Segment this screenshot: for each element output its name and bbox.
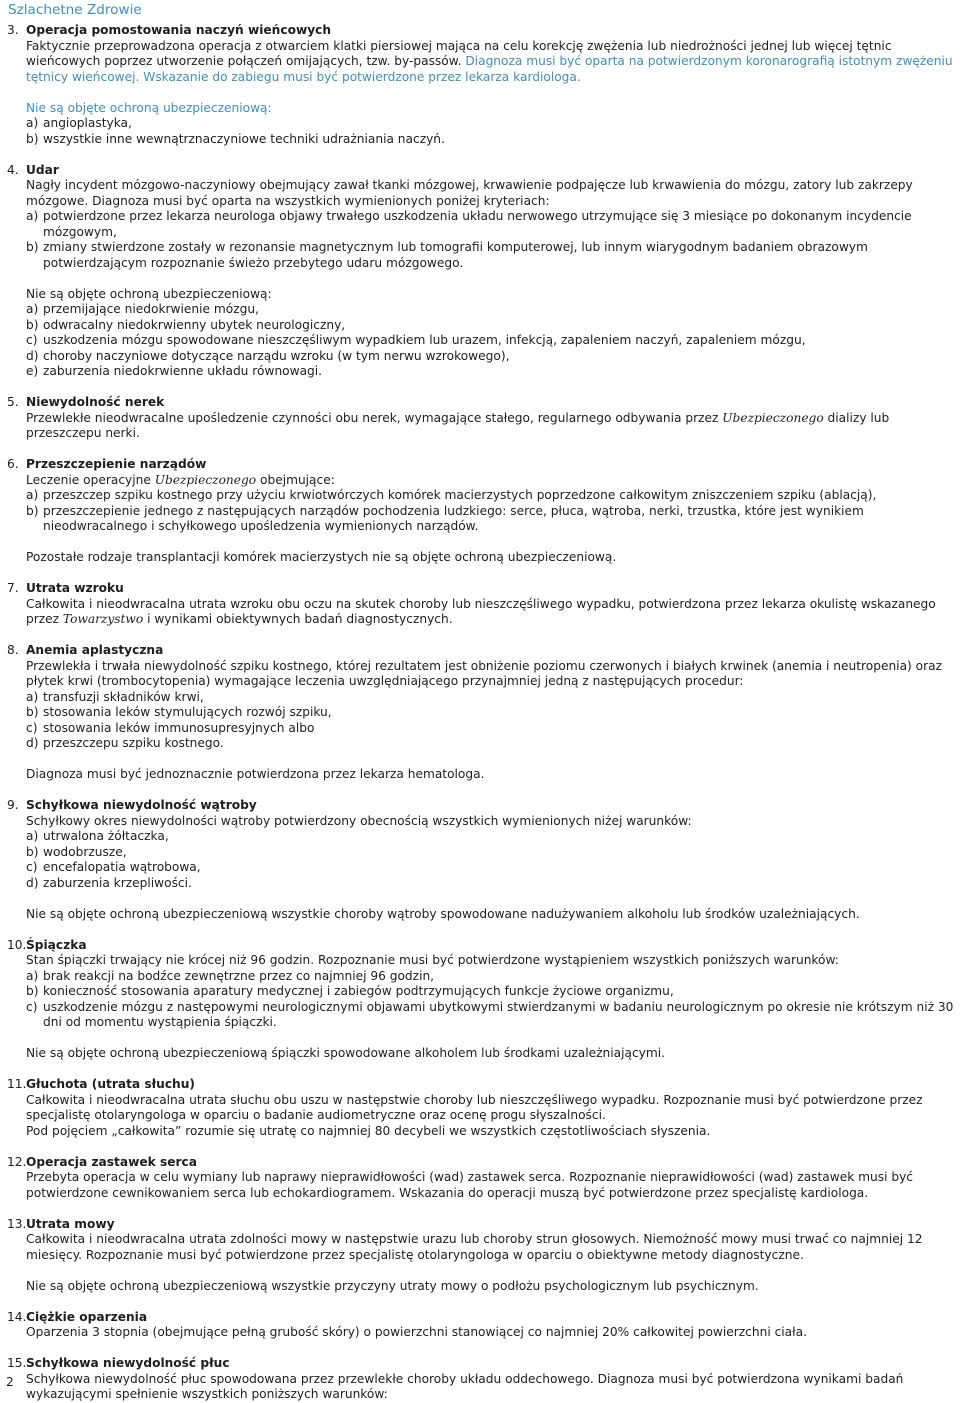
section-title: Schyłkowa niewydolność wątroby bbox=[26, 798, 257, 812]
list-label: a) bbox=[26, 302, 39, 316]
list-label: e) bbox=[26, 364, 39, 378]
list-text: stosowania leków immunosupresyjnych albo bbox=[43, 720, 315, 735]
section-title: Ciężkie oparzenia bbox=[26, 1309, 148, 1324]
section-paragraph: Schyłkowy okres niewydolności wątroby potwierdzony obecnością wszystkich wymienionych niżej warunków: bbox=[26, 813, 692, 828]
section-paragraph: Nie są objęte ochroną ubezpieczeniową śpiączki spowodowane alkoholem lub środkami uzależniającymi. bbox=[26, 1046, 665, 1060]
list-text: zmiany stwierdzone zostały w rezonansie magnetycznym lub tomografii komputerowej, lub innym wiarygodnym badaniem obrazowym potwierdzającym rozpoznanie świeżo przebytego udaru mózgowego. bbox=[43, 240, 868, 270]
list-text: przemijające niedokrwienie mózgu, bbox=[43, 302, 259, 316]
list-item bbox=[26, 705, 957, 721]
list-item bbox=[26, 829, 957, 845]
list-item bbox=[26, 969, 957, 985]
paragraph-text: Całkowita i nieodwracalna utrata wzroku obu oczu na skutek choroby lub nieszczęśliwego wypadku, potwierdzona przez lekarza okulistę wskazanego przez bbox=[26, 596, 936, 626]
section-title: Udar bbox=[26, 162, 59, 177]
paragraph-text: i wynikami obiektywnych badań diagnostycznych. bbox=[143, 612, 453, 626]
section-title: Anemia aplastyczna bbox=[26, 643, 164, 657]
list-text: przeszczepienie jednego z następujących narządów pochodzenia ludzkiego: serce, płuca, wątroba, nerki, trzustka, które jest wynikiem nieodwracalnego i schyłkowego upośledzenia wymienionych narządów. bbox=[43, 503, 864, 533]
list-item bbox=[26, 1000, 957, 1031]
section-4 bbox=[7, 163, 957, 380]
list-label: b) bbox=[26, 503, 39, 518]
paragraph-text: Leczenie operacyjne bbox=[26, 472, 155, 487]
list-item bbox=[26, 364, 957, 380]
list-text: wszystkie inne wewnątrznaczyniowe techniki udrażniania naczyń. bbox=[43, 131, 445, 146]
list-label: a) bbox=[26, 829, 39, 843]
section-13 bbox=[7, 1217, 957, 1295]
section-number: 10. bbox=[7, 937, 27, 952]
section-title: Utrata mowy bbox=[26, 1216, 115, 1231]
list-item bbox=[26, 132, 957, 148]
list-text: odwracalny niedokrwienny ubytek neurologiczny, bbox=[43, 317, 346, 332]
section-number: 13. bbox=[7, 1216, 27, 1231]
list-label: d) bbox=[26, 875, 39, 890]
section-number: 8. bbox=[7, 643, 19, 657]
list-item bbox=[26, 209, 957, 240]
section-paragraph bbox=[26, 473, 957, 489]
list-label: c) bbox=[26, 333, 38, 347]
section-title: Schyłkowa niewydolność płuc bbox=[26, 1356, 230, 1370]
paragraph-text: Przewlekłe nieodwracalne upośledzenie czynności obu nerek, wymagające stałego, regularnego odbywania przez bbox=[26, 410, 723, 425]
section-number: 11. bbox=[7, 1077, 27, 1091]
section-title: Utrata wzroku bbox=[26, 581, 124, 595]
section-paragraph: Stan śpiączki trwający nie krócej niż 96 godzin. Rozpoznanie musi być potwierdzone wystąpieniem wszystkich poniższych warunków: bbox=[26, 953, 839, 967]
list-text: brak reakcji na bodźce zewnętrzne przez co najmniej 96 godzin, bbox=[43, 968, 435, 983]
list-item bbox=[26, 845, 957, 861]
document-body bbox=[7, 23, 957, 1403]
list-text: konieczność stosowania aparatury medycznej i zabiegów podtrzymujących funkcje życiowe organizmu, bbox=[43, 984, 674, 998]
list-item bbox=[26, 318, 957, 334]
list-label: a) bbox=[26, 116, 39, 130]
section-11 bbox=[7, 1077, 957, 1139]
paragraph-text: obejmujące: bbox=[256, 472, 335, 487]
list-item bbox=[26, 860, 957, 876]
list-item bbox=[26, 876, 957, 892]
section-15 bbox=[7, 1356, 957, 1403]
section-12 bbox=[7, 1155, 957, 1202]
list-text: uszkodzenie mózgu z następowymi neurologicznymi objawami ubytkowymi stwierdzanymi w badaniu neurologicznym po okresie nie krótszym niż 30 dni od momentu wystąpienia śpiączki. bbox=[43, 999, 954, 1029]
section-title: Niewydolność nerek bbox=[26, 395, 165, 409]
section-14 bbox=[7, 1310, 957, 1341]
section-paragraph: Nie są objęte ochroną ubezpieczeniową wszystkie przyczyny utraty mowy o podłożu psychologicznym lub psychicznym. bbox=[26, 1278, 759, 1293]
paragraph-text: Diagnoza musi być oparta na potwierdzonym koronarografią istotnym zwężeniu tętnicy wieńcowej. Wskazanie do zabiegu musi być potwierdzone przez lekarza kardiologa. bbox=[26, 54, 953, 84]
list-text: angioplastyka, bbox=[43, 116, 132, 130]
list-label: d) bbox=[26, 348, 39, 363]
list-text: utrwalona żółtaczka, bbox=[43, 829, 169, 843]
list-text: transfuzji składników krwi, bbox=[43, 689, 204, 704]
list-item bbox=[26, 302, 957, 318]
document-header: Szlachetne Zdrowie bbox=[8, 2, 142, 18]
section-10 bbox=[7, 938, 957, 1062]
list-text: przeszczep szpiku kostnego przy użyciu krwiotwórczych komórek macierzystych poprzedzone całkowitym zniszczeniem szpiku (ablacją), bbox=[43, 488, 877, 502]
list-label: c) bbox=[26, 860, 38, 874]
list-item bbox=[26, 984, 957, 1000]
list-label: b) bbox=[26, 844, 39, 859]
section-title: Przeszczepienie narządów bbox=[26, 457, 207, 471]
list-text: zaburzenia niedokrwienne układu równowagi. bbox=[43, 364, 323, 378]
section-3 bbox=[7, 23, 957, 147]
list-label: a) bbox=[26, 968, 39, 983]
section-7 bbox=[7, 581, 957, 628]
section-paragraph: Diagnoza musi być jednoznacznie potwierdzona przez lekarza hematologa. bbox=[26, 767, 485, 781]
defined-term: Ubezpieczonego bbox=[154, 472, 257, 487]
list-label: a) bbox=[26, 209, 39, 223]
defined-term: Ubezpieczonego bbox=[722, 410, 824, 425]
exclusions-intro: Nie są objęte ochroną ubezpieczeniową: bbox=[26, 286, 272, 301]
list-item bbox=[26, 504, 957, 535]
section-paragraph: Całkowita i nieodwracalna utrata słuchu obu uszu w następstwie choroby lub nieszczęśliwego wypadku. Rozpoznanie musi być potwierdzone przez specjalistę otolaryngologa w oparciu o badanie audiometryczne oraz ocenę progu słyszalności. bbox=[26, 1092, 923, 1122]
list-text: uszkodzenia mózgu spowodowane nieszczęśliwym wypadkiem lub urazem, infekcją, zapaleniem naczyń, zapaleniem mózgu, bbox=[43, 333, 806, 347]
list-item bbox=[26, 116, 957, 132]
defined-term: Towarzystwo bbox=[62, 612, 144, 626]
section-5 bbox=[7, 395, 957, 442]
section-number: 3. bbox=[7, 23, 19, 37]
section-title: Głuchota (utrata słuchu) bbox=[26, 1077, 195, 1091]
list-text: wodobrzusze, bbox=[43, 844, 127, 859]
exclusions-intro: Nie są objęte ochroną ubezpieczeniową: bbox=[26, 100, 272, 115]
list-item bbox=[26, 349, 957, 365]
list-label: b) bbox=[26, 240, 39, 254]
paragraph-text: dializy lub przeszczepu nerki. bbox=[26, 410, 890, 440]
list-text: encefalopatia wątrobowa, bbox=[43, 860, 201, 874]
section-paragraph: Oparzenia 3 stopnia (obejmujące pełną grubość skóry) o powierzchni stanowiącej co najmniej 20% całkowitej powierzchni ciała. bbox=[26, 1325, 807, 1339]
section-number: 14. bbox=[7, 1309, 27, 1324]
section-6 bbox=[7, 457, 957, 566]
section-number: 4. bbox=[7, 162, 19, 177]
list-item bbox=[26, 721, 957, 737]
section-8 bbox=[7, 643, 957, 783]
section-number: 9. bbox=[7, 798, 19, 812]
section-number: 5. bbox=[7, 395, 19, 409]
list-text: przeszczepu szpiku kostnego. bbox=[43, 736, 224, 750]
list-item bbox=[26, 690, 957, 706]
list-text: potwierdzone przez lekarza neurologa objawy trwałego uszkodzenia układu nerwowego utrzymujące się 3 miesiące po dokonanym incydencie mózgowym, bbox=[43, 209, 912, 239]
section-number: 15. bbox=[7, 1356, 27, 1370]
section-number: 12. bbox=[7, 1154, 27, 1169]
section-paragraph: Pozostałe rodzaje transplantacji komórek macierzystych nie są objęte ochroną ubezpieczeniową. bbox=[26, 550, 617, 564]
section-paragraph: Pod pojęciem „całkowita” rozumie się utratę co najmniej 80 decybeli we wszystkich częstotliwościach słyszenia. bbox=[26, 1123, 711, 1138]
list-item bbox=[26, 488, 957, 504]
section-paragraph bbox=[26, 411, 957, 442]
list-label: a) bbox=[26, 689, 39, 704]
section-paragraph bbox=[26, 39, 957, 86]
section-paragraph: Przebyta operacja w celu wymiany lub naprawy nieprawidłowości (wad) zastawek serca. Rozpoznanie nieprawidłowości (wad) zastawek musi być potwierdzone cewnikowaniem serca lub echokardiogramem. Wskazania do operacji muszą być potwierdzone przez specjalistę kardiologa. bbox=[26, 1170, 914, 1200]
list-label: a) bbox=[26, 488, 39, 502]
list-text: zaburzenia krzepliwości. bbox=[43, 875, 192, 890]
page-number: 2 bbox=[6, 1375, 14, 1389]
list-label: b) bbox=[26, 131, 39, 146]
section-paragraph: Nagły incydent mózgowo-naczyniowy obejmujący zawał tkanki mózgowej, krwawienie podpajęcze lub krwawienia do mózgu, zatory lub zakrzepy mózgowe. Diagnoza musi być oparta na wszystkich wymienionych poniżej kryteriach: bbox=[26, 178, 913, 208]
list-item bbox=[26, 736, 957, 752]
section-title: Śpiączka bbox=[26, 937, 87, 952]
list-label: b) bbox=[26, 705, 39, 719]
list-item bbox=[26, 240, 957, 271]
section-paragraph: Schyłkowa niewydolność płuc spowodowana przez przewlekłe choroby układu oddechowego. Diagnoza musi być potwierdzona wynikami badań wykazującymi spełnienie wszystkich poniższych warunków: bbox=[26, 1371, 904, 1401]
list-label: d) bbox=[26, 736, 39, 750]
section-title: Operacja zastawek serca bbox=[26, 1154, 197, 1169]
list-label: c) bbox=[26, 720, 38, 735]
section-paragraph: Nie są objęte ochroną ubezpieczeniową wszystkie choroby wątroby spowodowane nadużywaniem alkoholu lub środków uzależniających. bbox=[26, 906, 860, 921]
list-text: stosowania leków stymulujących rozwój szpiku, bbox=[43, 705, 332, 719]
paragraph-text: Faktycznie przeprowadzona operacja z otwarciem klatki piersiowej mająca na celu korekcję zwężenia lub niedrożności jednej lub więcej tętnic wieńcowych poprzez utworzenie połączeń omijających, tzw. by-passów. bbox=[26, 38, 892, 68]
list-label: b) bbox=[26, 984, 39, 998]
list-text: choroby naczyniowe dotyczące narządu wzroku (w tym nerwu wzrokowego), bbox=[43, 348, 510, 363]
section-paragraph: Przewlekła i trwała niewydolność szpiku kostnego, której rezultatem jest obniżenie poziomu czerwonych i białych krwinek (anemia i neutropenia) oraz płytek krwi (trombocytopenia) wymagające leczenia uwzględniającego przynajmniej jedną z następujących procedur: bbox=[26, 658, 943, 688]
section-number: 7. bbox=[7, 581, 19, 595]
section-title: Operacja pomostowania naczyń wieńcowych bbox=[26, 23, 332, 37]
list-label: b) bbox=[26, 317, 39, 332]
section-number: 6. bbox=[7, 457, 19, 471]
section-paragraph bbox=[26, 597, 957, 628]
section-paragraph: Całkowita i nieodwracalna utrata zdolności mowy w następstwie urazu lub choroby strun głosowych. Niemożność mowy musi trwać co najmniej 12 miesięcy. Rozpoznanie musi być potwierdzone przez specjalistę otolaryngologa w oparciu o obiektywne metody diagnostyczne. bbox=[26, 1232, 923, 1262]
list-label: c) bbox=[26, 999, 38, 1014]
section-9 bbox=[7, 798, 957, 922]
list-item bbox=[26, 333, 957, 349]
